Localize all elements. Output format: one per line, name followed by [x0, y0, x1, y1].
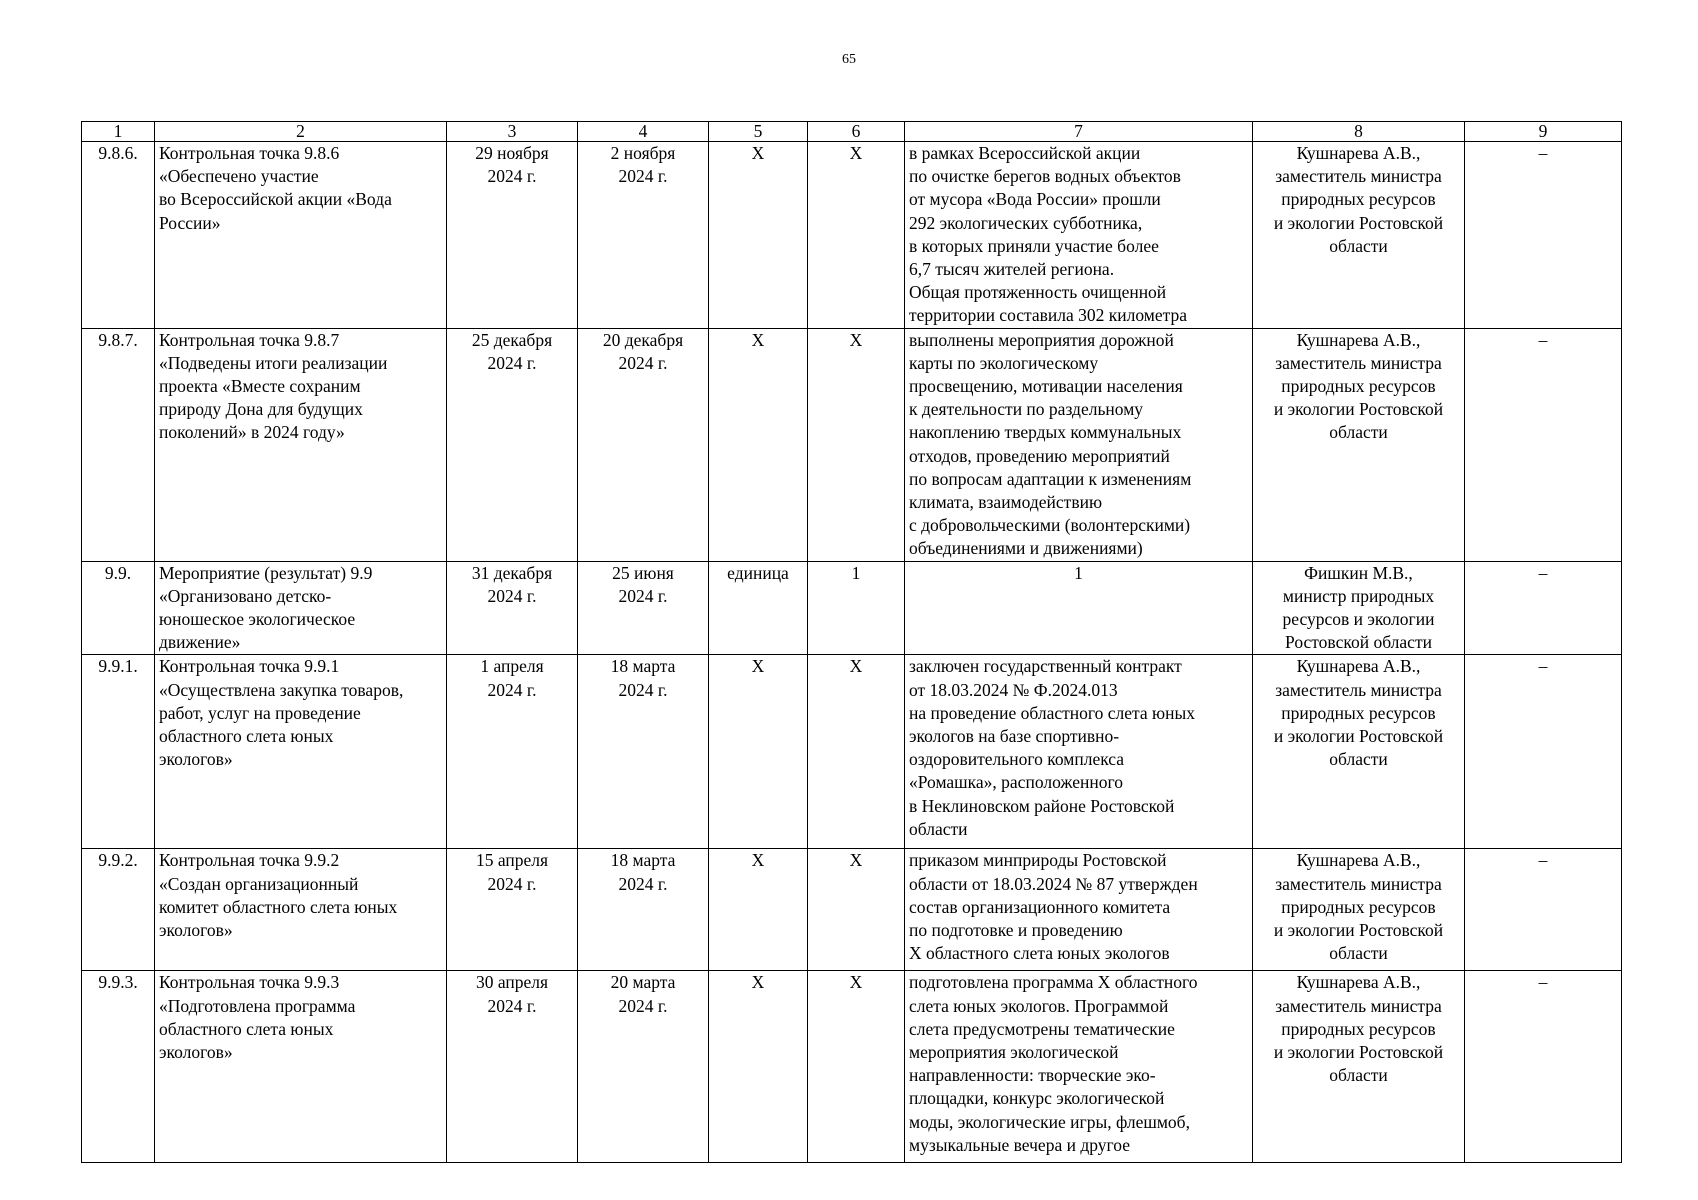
- column-number: 1: [82, 122, 155, 142]
- row-actual-date: 20 декабря 2024 г.: [578, 328, 709, 561]
- column-number: 4: [578, 122, 709, 142]
- row-responsible: Кушнарева А.В., заместитель министра природных ресурсов и экологии Ростовской области: [1253, 971, 1465, 1163]
- column-number: 9: [1465, 122, 1622, 142]
- table-row: [82, 849, 1622, 971]
- row-planned-date: 29 ноября 2024 г.: [447, 142, 578, 329]
- row-planned-value: Х: [808, 328, 905, 561]
- row-actual-date: 18 марта 2024 г.: [578, 849, 709, 971]
- row-result: подготовлена программа Х областного слета юных экологов. Программой слета предусмотрены тематические мероприятия экологической направленности: творческие эко- площадки, конкурс экологической моды, экологические игры, флешмоб, музыкальные вечера и другое: [905, 971, 1253, 1163]
- row-result: заключен государственный контракт от 18.03.2024 № Ф.2024.013 на проведение областного слета юных экологов на базе спортивно- оздоровительного комплекса «Ромашка», расположенного в Неклиновском районе Ростовской области: [905, 655, 1253, 849]
- row-unit: Х: [709, 971, 808, 1163]
- row-result: в рамках Всероссийской акции по очистке берегов водных объектов от мусора «Вода России» прошли 292 экологических субботника, в которых приняли участие более 6,7 тысяч жителей региона. Общая протяженность очищенной территории составила 302 километра: [905, 142, 1253, 329]
- row-planned-value: Х: [808, 971, 905, 1163]
- row-name: Контрольная точка 9.8.6 «Обеспечено участие во Всероссийской акции «Вода России»: [155, 142, 447, 329]
- table-row: [82, 971, 1622, 1163]
- row-name: Контрольная точка 9.9.2 «Создан организационный комитет областного слета юных экологов»: [155, 849, 447, 971]
- row-unit: единица: [709, 561, 808, 655]
- row-responsible: Кушнарева А.В., заместитель министра природных ресурсов и экологии Ростовской области: [1253, 849, 1465, 971]
- table-row: [82, 655, 1622, 849]
- row-result: выполнены мероприятия дорожной карты по экологическому просвещению, мотивации населения к деятельности по раздельному накоплению твердых коммунальных отходов, проведению мероприятий по вопросам адаптации к изменениям климата, взаимодействию с добровольческими (волонтерскими) объединениями и движениями): [905, 328, 1253, 561]
- row-planned-date: 1 апреля 2024 г.: [447, 655, 578, 849]
- row-name: Контрольная точка 9.9.1 «Осуществлена закупка товаров, работ, услуг на проведение областного слета юных экологов»: [155, 655, 447, 849]
- row-planned-date: 25 декабря 2024 г.: [447, 328, 578, 561]
- row-unit: Х: [709, 655, 808, 849]
- row-note: –: [1465, 971, 1622, 1163]
- row-note: –: [1465, 655, 1622, 849]
- row-planned-value: 1: [808, 561, 905, 655]
- row-responsible: Кушнарева А.В., заместитель министра природных ресурсов и экологии Ростовской области: [1253, 328, 1465, 561]
- row-note: –: [1465, 561, 1622, 655]
- row-name: Контрольная точка 9.9.3 «Подготовлена программа областного слета юных экологов»: [155, 971, 447, 1163]
- column-number: 2: [155, 122, 447, 142]
- row-note: –: [1465, 328, 1622, 561]
- column-number: 7: [905, 122, 1253, 142]
- row-unit: Х: [709, 849, 808, 971]
- row-planned-date: 15 апреля 2024 г.: [447, 849, 578, 971]
- column-number: 3: [447, 122, 578, 142]
- row-result: 1: [905, 561, 1253, 655]
- row-name: Контрольная точка 9.8.7 «Подведены итоги реализации проекта «Вместе сохраним природу Дона для будущих поколений» в 2024 году»: [155, 328, 447, 561]
- row-responsible: Фишкин М.В., министр природных ресурсов и экологии Ростовской области: [1253, 561, 1465, 655]
- row-note: –: [1465, 142, 1622, 329]
- row-actual-date: 18 марта 2024 г.: [578, 655, 709, 849]
- column-number: 8: [1253, 122, 1465, 142]
- row-actual-date: 20 марта 2024 г.: [578, 971, 709, 1163]
- row-planned-value: Х: [808, 655, 905, 849]
- page-number: 65: [842, 52, 856, 67]
- row-number: 9.9.1.: [82, 655, 155, 849]
- row-planned-value: Х: [808, 849, 905, 971]
- row-unit: Х: [709, 328, 808, 561]
- table-row: [82, 142, 1622, 329]
- row-number: 9.9.2.: [82, 849, 155, 971]
- table-row: [82, 328, 1622, 561]
- row-planned-date: 30 апреля 2024 г.: [447, 971, 578, 1163]
- row-number: 9.8.7.: [82, 328, 155, 561]
- row-responsible: Кушнарева А.В., заместитель министра природных ресурсов и экологии Ростовской области: [1253, 655, 1465, 849]
- column-number: 6: [808, 122, 905, 142]
- row-responsible: Кушнарева А.В., заместитель министра природных ресурсов и экологии Ростовской области: [1253, 142, 1465, 329]
- column-number: 5: [709, 122, 808, 142]
- row-number: 9.9.3.: [82, 971, 155, 1163]
- report-table: [81, 121, 1622, 1163]
- row-note: –: [1465, 849, 1622, 971]
- row-planned-date: 31 декабря 2024 г.: [447, 561, 578, 655]
- row-number: 9.9.: [82, 561, 155, 655]
- row-name: Мероприятие (результат) 9.9 «Организовано детско- юношеское экологическое движение»: [155, 561, 447, 655]
- row-actual-date: 2 ноября 2024 г.: [578, 142, 709, 329]
- table-row: [82, 561, 1622, 655]
- row-planned-value: Х: [808, 142, 905, 329]
- row-number: 9.8.6.: [82, 142, 155, 329]
- row-unit: Х: [709, 142, 808, 329]
- row-actual-date: 25 июня 2024 г.: [578, 561, 709, 655]
- column-number-row: [82, 122, 1622, 142]
- row-result: приказом минприроды Ростовской области от 18.03.2024 № 87 утвержден состав организационного комитета по подготовке и проведению Х областного слета юных экологов: [905, 849, 1253, 971]
